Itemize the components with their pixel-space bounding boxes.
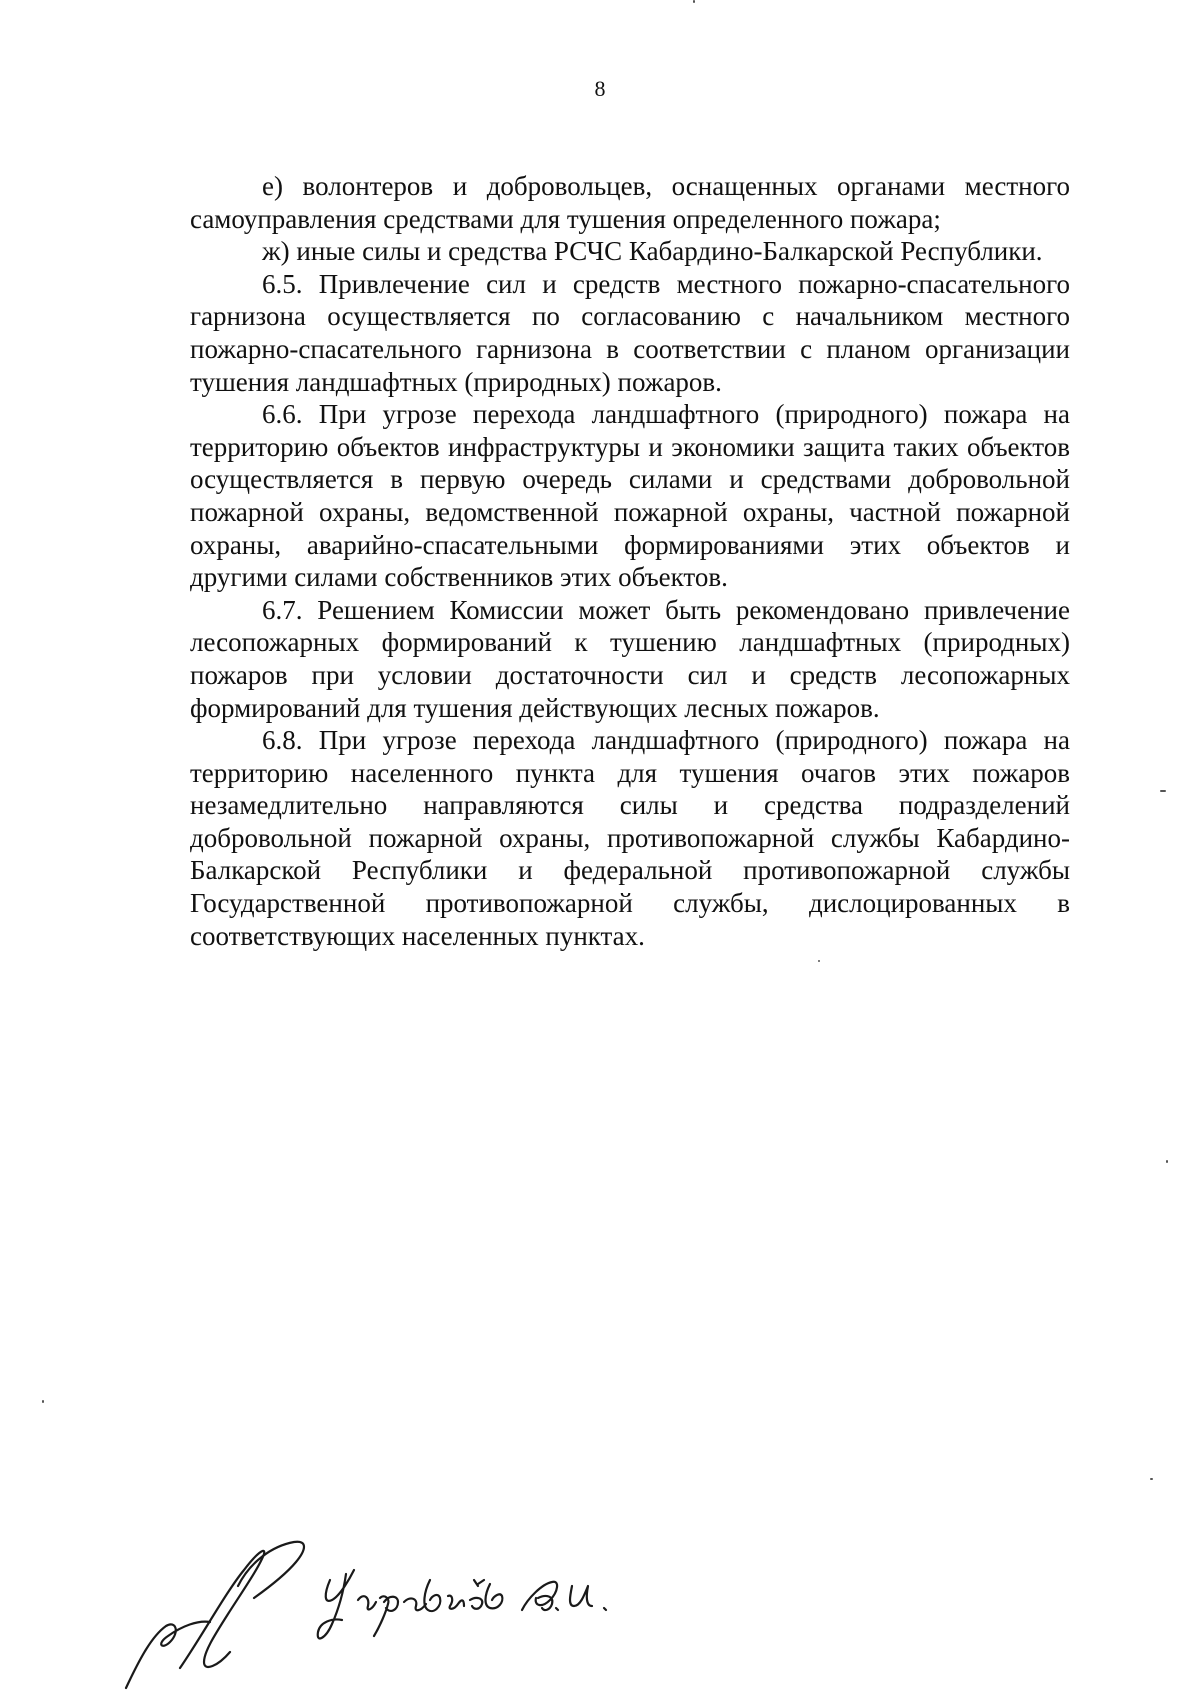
- scan-speck: [1166, 1160, 1168, 1163]
- page-number: 8: [594, 76, 606, 101]
- paragraph-6-7: 6.7. Решением Комиссии может быть рекомендовано привлечение лесопожарных формирований к тушению ландшафтных (природных) пожаров при условии достаточности сил и средств лесопожарных формирований для тушения действующих лесных пожаров.: [190, 594, 1070, 723]
- scan-speck: [1160, 790, 1166, 792]
- scan-speck: [818, 960, 820, 962]
- scan-speck: [693, 0, 695, 3]
- scan-speck: [1150, 1478, 1153, 1480]
- paragraph-e: е) волонтеров и добровольцев, оснащенных органами местного самоуправления средствами для тушения определенного пожара;: [190, 171, 1070, 234]
- paragraph-6-5: 6.5. Привлечение сил и средств местного пожарно-спасательного гарнизона осуществляется по согласованию с начальником местного пожарно-спасательного гарнизона в соответствии с планом организации тушения ландшафтных (природных) пожаров.: [190, 268, 1070, 397]
- handwritten-signature: [118, 1540, 718, 1690]
- scan-speck: [42, 1400, 44, 1403]
- paragraph-6-6: 6.6. При угрозе перехода ландшафтного (природного) пожара на территорию объектов инфраструктуры и экономики защита таких объектов осуществляется в первую очередь силами и средствами добровольной пожарной охраны, ведомственной пожарной охраны, частной пожарной охраны, аварийно-спасательными формированиями этих объектов и другими силами собственников этих объектов.: [190, 399, 1070, 593]
- document-body: [190, 170, 1070, 952]
- paragraph-zh: ж) иные силы и средства РСЧС Кабардино-Балкарской Республики.: [262, 236, 1043, 267]
- paragraph-6-8: 6.8. При угрозе перехода ландшафтного (природного) пожара на территорию населенного пункта для тушения очагов этих пожаров незамедлительно направляются силы и средства подразделений добровольной пожарной охраны, противопожарной службы Кабардино-Балкарской Республики и федеральной противопожарной службы Государственной противопожарной службы, дислоцированных в соответствующих населенных пунктах.: [190, 725, 1070, 951]
